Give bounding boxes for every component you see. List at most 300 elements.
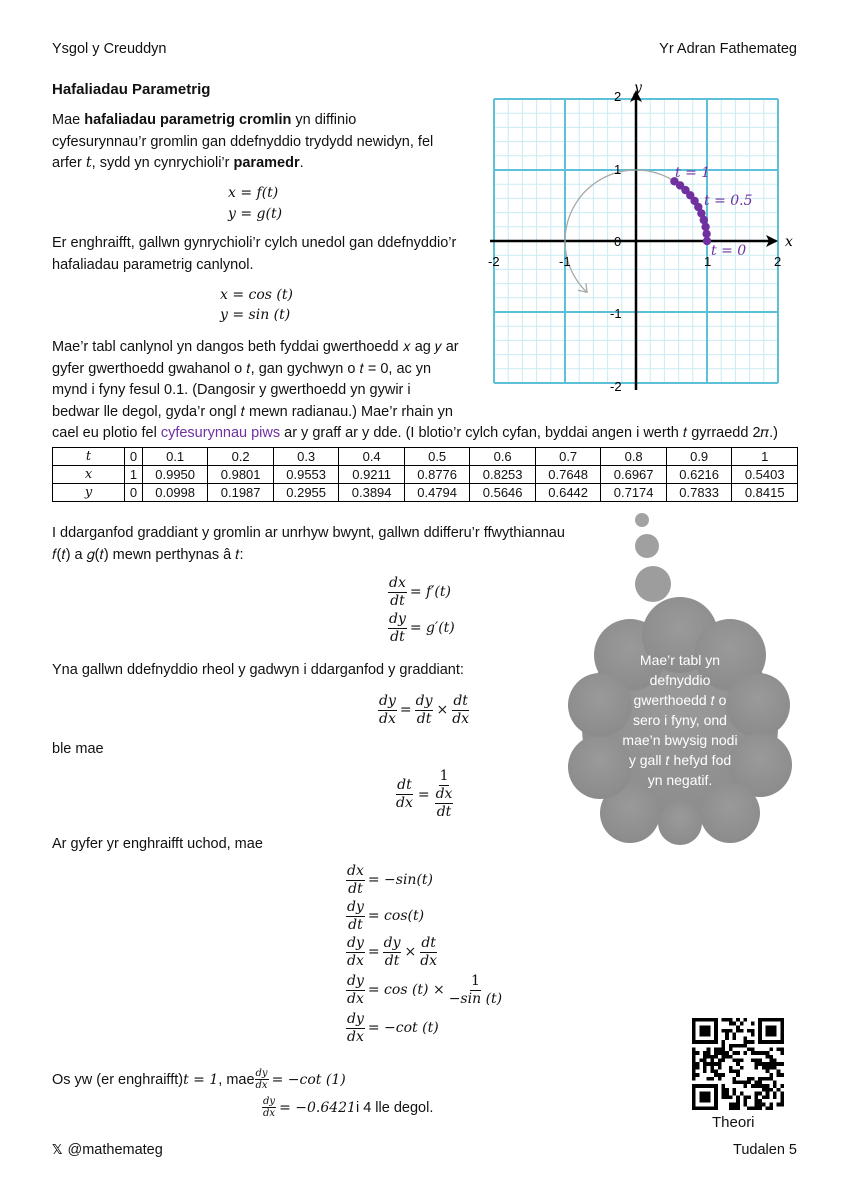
qr-module <box>699 1040 703 1044</box>
table-cell: 0.1987 <box>208 484 274 502</box>
qr-module <box>758 1081 762 1085</box>
table-cell: 0.3894 <box>339 484 405 502</box>
qr-code-icon[interactable] <box>692 1018 784 1110</box>
qr-module <box>736 1103 740 1107</box>
qr-module <box>769 1106 773 1110</box>
qr-module <box>758 1092 762 1096</box>
qr-module <box>780 1047 784 1051</box>
qr-module <box>714 1088 718 1092</box>
table-cell: 1 <box>125 466 143 484</box>
qr-module <box>766 1055 770 1059</box>
qr-module <box>766 1018 770 1022</box>
qr-module <box>732 1081 736 1085</box>
qr-module <box>773 1033 777 1037</box>
qr-module <box>780 1022 784 1026</box>
table-cell: 0.9211 <box>339 466 405 484</box>
table-cell: 0.8415 <box>732 484 798 502</box>
qr-module <box>714 1070 718 1074</box>
qr-module <box>692 1022 696 1026</box>
qr-module <box>736 1073 740 1077</box>
qr-module <box>755 1099 759 1103</box>
qr-module <box>751 1022 755 1026</box>
qr-module <box>721 1029 725 1033</box>
worked-chain-rule: $\frac{dy}{dx}$ = $\frac{dy}{dt}$ × $\frac{dt}{dx}$ <box>347 934 438 969</box>
qr-module <box>718 1051 722 1055</box>
footer-handle[interactable] <box>52 1142 163 1158</box>
qr-module <box>732 1103 736 1107</box>
qr-module <box>758 1062 762 1066</box>
qr-module <box>696 1066 700 1070</box>
qr-module <box>725 1095 729 1099</box>
qr-module <box>740 1066 744 1070</box>
thought-bubble-medium <box>635 534 659 558</box>
qr-module <box>769 1047 773 1051</box>
qr-module <box>718 1062 722 1066</box>
qr-module <box>703 1018 707 1022</box>
qr-module <box>773 1095 777 1099</box>
qr-module <box>729 1066 733 1070</box>
qr-module <box>773 1040 777 1044</box>
qr-module <box>714 1084 718 1088</box>
qr-module <box>725 1029 729 1033</box>
table-cell: 0.7 <box>535 448 601 466</box>
x-tick-2: 2 <box>774 254 782 269</box>
qr-module <box>703 1029 707 1033</box>
qr-module <box>710 1058 714 1062</box>
qr-module <box>703 1033 707 1037</box>
header-school: Ysgol y Creuddyn <box>52 41 167 57</box>
qr-module <box>758 1084 762 1088</box>
ble-mae-text: ble mae <box>52 741 104 757</box>
page-number: Tudalen 5 <box>733 1142 797 1158</box>
qr-module <box>729 1047 733 1051</box>
qr-module <box>696 1106 700 1110</box>
table-cell: 0.5 <box>404 448 470 466</box>
qr-module <box>696 1073 700 1077</box>
qr-module <box>766 1029 770 1033</box>
qr-module <box>721 1095 725 1099</box>
qr-module <box>714 1036 718 1040</box>
qr-module <box>755 1092 759 1096</box>
qr-module <box>699 1106 703 1110</box>
qr-module <box>707 1033 711 1037</box>
example-paragraph: Er enghraifft, gallwn gynrychioli’r cylch unedol gan ddefnyddio’r hafaliadau parametrig canlynol. <box>52 235 457 273</box>
qr-module <box>766 1088 770 1092</box>
label-t-equals-0: t = 0 <box>711 243 747 259</box>
qr-module <box>766 1025 770 1029</box>
qr-module <box>766 1051 770 1055</box>
example-2-text: Ar gyfer yr enghraifft uchod, mae <box>52 836 263 852</box>
intro-paragraph: Mae hafaliadau parametrig cromlin yn diffinio cyfesurynnau’r gromlin gan ddefnyddio trydydd newidyn, fel arfer t, sydd yn cynrychioli’r paramedr. <box>52 112 434 171</box>
qr-module <box>699 1018 703 1022</box>
qr-module <box>747 1077 751 1081</box>
qr-module <box>747 1095 751 1099</box>
qr-module <box>769 1029 773 1033</box>
qr-module <box>744 1103 748 1107</box>
qr-module <box>777 1070 781 1074</box>
qr-module <box>751 1029 755 1033</box>
table-description: Mae’r tabl canlynol yn dangos beth fyddai gwerthoedd 𝑥 ag 𝑦 ar gyfer gwerthoedd gwahanol o 𝑡, gan gychwyn o 𝑡 = 0, ac yn mynd i fyny fesul 0.1. (Dangosir y gwerthoedd yn gywir i bedwar lle degol, gyda’r ongl 𝑡 mewn radianau.) Mae’r rhain yn cael eu plotio fel cyfesurynnau piws ar y graff ar y dde. (I blotio’r cylch cyfan, byddai angen i werth 𝑡 gyrraedd 2𝜋.) <box>52 339 779 441</box>
qr-module <box>780 1103 784 1107</box>
qr-module <box>721 1088 725 1092</box>
qr-module <box>710 1062 714 1066</box>
qr-module <box>773 1092 777 1096</box>
qr-module <box>769 1018 773 1022</box>
qr-module <box>758 1018 762 1022</box>
table-cell: 0.6216 <box>666 466 732 484</box>
dx-dt-equation: $\frac{dx}{dt}$ = f′(t) <box>389 574 451 609</box>
table-cell: 0.6442 <box>535 484 601 502</box>
qr-module <box>692 1073 696 1077</box>
table-cell: 0.7833 <box>666 484 732 502</box>
qr-module <box>692 1055 696 1059</box>
qr-module <box>780 1062 784 1066</box>
qr-module <box>707 1106 711 1110</box>
qr-module <box>718 1066 722 1070</box>
qr-module <box>766 1084 770 1088</box>
qr-module <box>725 1092 729 1096</box>
qr-module <box>699 1029 703 1033</box>
qr-module <box>725 1051 729 1055</box>
header-department: Yr Adran Fathemateg <box>659 41 797 57</box>
qr-module <box>755 1081 759 1085</box>
qr-module <box>707 1018 711 1022</box>
qr-module <box>710 1084 714 1088</box>
qr-module <box>758 1058 762 1062</box>
table-row <box>53 484 798 502</box>
qr-module <box>744 1040 748 1044</box>
qr-module <box>766 1040 770 1044</box>
qr-module <box>751 1040 755 1044</box>
qr-module <box>747 1029 751 1033</box>
qr-module <box>710 1018 714 1022</box>
table-row-label: t <box>53 448 125 466</box>
qr-module <box>780 1095 784 1099</box>
qr-module <box>769 1058 773 1062</box>
qr-module <box>703 1092 707 1096</box>
qr-module <box>721 1073 725 1077</box>
qr-module <box>692 1033 696 1037</box>
qr-module <box>707 1084 711 1088</box>
qr-module <box>744 1084 748 1088</box>
equation-x-cos: x = cos (t) <box>220 287 293 303</box>
qr-module <box>707 1051 711 1055</box>
circle-arc <box>565 170 677 292</box>
qr-module <box>732 1092 736 1096</box>
final-result-line: $\frac{dy}{dx}$ = −0.6421 i 4 lle degol. <box>263 1096 434 1119</box>
values-table <box>52 447 798 502</box>
qr-module <box>766 1066 770 1070</box>
table-cell: 0 <box>125 484 143 502</box>
y-tick-neg1: -1 <box>610 306 622 321</box>
x-logo-icon: 𝕏 <box>52 1142 63 1158</box>
qr-module <box>758 1029 762 1033</box>
page-title: Hafaliadau Parametrig <box>52 81 211 98</box>
qr-module <box>718 1077 722 1081</box>
qr-module <box>707 1029 711 1033</box>
qr-module <box>755 1095 759 1099</box>
qr-module <box>769 1088 773 1092</box>
qr-module <box>736 1051 740 1055</box>
qr-module <box>762 1040 766 1044</box>
qr-module <box>744 1044 748 1048</box>
qr-module <box>721 1092 725 1096</box>
qr-module <box>769 1077 773 1081</box>
qr-module <box>780 1092 784 1096</box>
qr-module <box>692 1018 696 1022</box>
qr-module <box>732 1088 736 1092</box>
qr-module <box>703 1066 707 1070</box>
qr-module <box>758 1033 762 1037</box>
qr-module <box>725 1033 729 1037</box>
qr-module <box>714 1040 718 1044</box>
qr-module <box>703 1040 707 1044</box>
qr-module <box>710 1066 714 1070</box>
qr-module <box>699 1084 703 1088</box>
qr-module <box>766 1070 770 1074</box>
qr-module <box>736 1106 740 1110</box>
qr-module <box>736 1099 740 1103</box>
table-cell: 0.7174 <box>601 484 667 502</box>
qr-module <box>729 1106 733 1110</box>
qr-module <box>729 1095 733 1099</box>
qr-module <box>780 1033 784 1037</box>
qr-module <box>692 1077 696 1081</box>
qr-module <box>740 1044 744 1048</box>
graph-axes <box>490 90 778 390</box>
qr-module <box>692 1047 696 1051</box>
qr-module <box>769 1103 773 1107</box>
table-cell: 0.5403 <box>732 466 798 484</box>
qr-module <box>714 1047 718 1051</box>
table-cell: 0.6 <box>470 448 536 466</box>
qr-module <box>777 1073 781 1077</box>
qr-module <box>751 1084 755 1088</box>
qr-module <box>714 1106 718 1110</box>
qr-module <box>747 1047 751 1051</box>
table-cell: 0.6967 <box>601 466 667 484</box>
qr-module <box>707 1055 711 1059</box>
qr-module <box>744 1095 748 1099</box>
qr-module <box>714 1099 718 1103</box>
qr-module <box>732 1044 736 1048</box>
qr-module <box>729 1070 733 1074</box>
table-cell: 0.4794 <box>404 484 470 502</box>
qr-module <box>714 1022 718 1026</box>
qr-module <box>766 1062 770 1066</box>
qr-module <box>744 1099 748 1103</box>
qr-module <box>780 1040 784 1044</box>
qr-module <box>762 1088 766 1092</box>
qr-module <box>780 1029 784 1033</box>
qr-module <box>740 1092 744 1096</box>
equation-x-f: x = f(t) <box>228 185 279 201</box>
qr-module <box>755 1062 759 1066</box>
qr-module <box>692 1029 696 1033</box>
qr-module <box>696 1051 700 1055</box>
qr-module <box>736 1018 740 1022</box>
parametric-points <box>670 177 711 245</box>
thought-bubble-small <box>635 513 649 527</box>
worked-dx-dt: $\frac{dx}{dt}$ = −sin(t) <box>347 862 433 897</box>
qr-module <box>714 1095 718 1099</box>
qr-module <box>692 1062 696 1066</box>
qr-module <box>707 1062 711 1066</box>
qr-module <box>751 1058 755 1062</box>
qr-module <box>777 1088 781 1092</box>
qr-module <box>699 1058 703 1062</box>
qr-module <box>744 1036 748 1040</box>
qr-module <box>766 1106 770 1110</box>
qr-module <box>725 1018 729 1022</box>
qr-module <box>732 1022 736 1026</box>
qr-module <box>696 1018 700 1022</box>
x-tick-neg1: -1 <box>559 254 571 269</box>
qr-module <box>699 1025 703 1029</box>
y-tick-1: 1 <box>614 162 622 177</box>
qr-module <box>721 1040 725 1044</box>
qr-module <box>714 1055 718 1059</box>
qr-module <box>780 1051 784 1055</box>
qr-module <box>751 1106 755 1110</box>
qr-module <box>718 1073 722 1077</box>
qr-module <box>707 1092 711 1096</box>
qr-module <box>769 1025 773 1029</box>
qr-module <box>773 1058 777 1062</box>
qr-module <box>692 1106 696 1110</box>
qr-module <box>732 1058 736 1062</box>
qr-module <box>744 1018 748 1022</box>
qr-module <box>769 1066 773 1070</box>
qr-module <box>740 1058 744 1062</box>
worked-dy-dt: $\frac{dy}{dt}$ = cos(t) <box>347 898 425 933</box>
qr-module <box>699 1033 703 1037</box>
qr-module <box>762 1051 766 1055</box>
qr-module <box>692 1040 696 1044</box>
qr-module <box>762 1062 766 1066</box>
qr-module <box>736 1058 740 1062</box>
qr-module <box>755 1106 759 1110</box>
qr-module <box>755 1058 759 1062</box>
qr-module <box>729 1022 733 1026</box>
table-cell: 0.7648 <box>535 466 601 484</box>
final-example-line: Os yw (er enghraifft) t = 1 , mae $\frac{dy}{dx}$ = −cot (1) <box>52 1068 346 1091</box>
origin-label: 0 <box>614 234 622 249</box>
qr-module <box>725 1088 729 1092</box>
qr-module <box>744 1051 748 1055</box>
y-tick-2: 2 <box>614 89 622 104</box>
label-t-equals-1: t = 1 <box>675 165 711 181</box>
qr-module <box>736 1029 740 1033</box>
qr-module <box>718 1058 722 1062</box>
qr-module <box>714 1062 718 1066</box>
qr-module <box>707 1095 711 1099</box>
qr-module <box>736 1025 740 1029</box>
qr-module <box>710 1106 714 1110</box>
qr-module <box>721 1084 725 1088</box>
qr-module <box>699 1095 703 1099</box>
qr-module <box>762 1084 766 1088</box>
qr-module <box>707 1040 711 1044</box>
worked-equations <box>346 862 503 1046</box>
qr-module <box>729 1029 733 1033</box>
qr-module <box>740 1081 744 1085</box>
qr-module <box>758 1022 762 1026</box>
qr-module <box>769 1040 773 1044</box>
social-handle: @mathemateg <box>67 1142 163 1158</box>
qr-module <box>725 1055 729 1059</box>
qr-module <box>714 1073 718 1077</box>
qr-module <box>710 1077 714 1081</box>
qr-module <box>732 1077 736 1081</box>
x-tick-1: 1 <box>704 254 712 269</box>
table-row-label: x <box>53 466 125 484</box>
table-cell: 0.2 <box>208 448 274 466</box>
qr-module <box>710 1040 714 1044</box>
qr-module <box>762 1095 766 1099</box>
qr-module <box>707 1099 711 1103</box>
table-row-label: y <box>53 484 125 502</box>
qr-module <box>758 1040 762 1044</box>
qr-module <box>692 1051 696 1055</box>
qr-module <box>747 1081 751 1085</box>
qr-module <box>777 1047 781 1051</box>
qr-module <box>773 1081 777 1085</box>
qr-module <box>692 1036 696 1040</box>
x-tick-neg2: -2 <box>488 254 500 269</box>
qr-module <box>710 1055 714 1059</box>
table-cell: 0.9801 <box>208 466 274 484</box>
qr-module <box>758 1099 762 1103</box>
qr-module <box>773 1062 777 1066</box>
qr-module <box>773 1084 777 1088</box>
qr-module <box>780 1099 784 1103</box>
table-cell: 0.8 <box>601 448 667 466</box>
parametric-graph <box>488 80 798 400</box>
qr-module <box>692 1092 696 1096</box>
qr-module <box>732 1106 736 1110</box>
qr-module <box>696 1084 700 1088</box>
reciprocal-equation: $\frac{dt}{dx}$ = $\frac{1}{\frac{dx}{dt}}$ <box>396 768 453 820</box>
qr-module <box>725 1036 729 1040</box>
qr-module <box>747 1040 751 1044</box>
qr-module <box>721 1018 725 1022</box>
qr-module <box>736 1081 740 1085</box>
qr-module <box>703 1099 707 1103</box>
qr-module <box>714 1092 718 1096</box>
qr-module <box>751 1033 755 1037</box>
table-cell: 1 <box>732 448 798 466</box>
qr-module <box>714 1029 718 1033</box>
qr-module <box>714 1018 718 1022</box>
qr-module <box>780 1084 784 1088</box>
qr-module <box>729 1018 733 1022</box>
y-axis-label: y <box>634 80 642 96</box>
qr-module <box>703 1084 707 1088</box>
qr-module <box>703 1058 707 1062</box>
qr-module <box>703 1106 707 1110</box>
qr-module <box>699 1099 703 1103</box>
y-tick-neg2: -2 <box>610 379 622 394</box>
dy-dt-equation: $\frac{dy}{dt}$ = g′(t) <box>389 610 455 645</box>
qr-module <box>721 1055 725 1059</box>
qr-module <box>780 1025 784 1029</box>
qr-module <box>703 1055 707 1059</box>
qr-module <box>758 1106 762 1110</box>
table-cell: 0.5646 <box>470 484 536 502</box>
qr-module <box>773 1025 777 1029</box>
table-cell: 0.3 <box>273 448 339 466</box>
